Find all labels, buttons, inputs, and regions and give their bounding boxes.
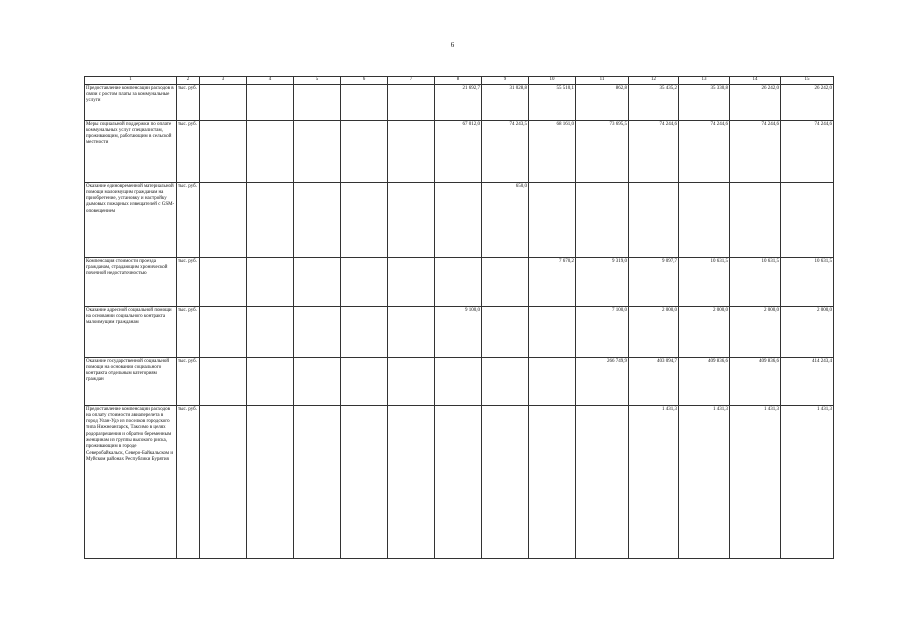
row-unit: тыс. руб.	[177, 258, 200, 307]
header-cell: 10	[529, 77, 576, 85]
value-cell: 2 000,0	[679, 307, 730, 358]
value-cell: 73 695,5	[576, 121, 629, 183]
row-unit: тыс. руб.	[177, 406, 200, 559]
value-cell	[247, 85, 294, 121]
header-cell: 15	[781, 77, 834, 85]
value-cell	[435, 258, 482, 307]
value-cell: 10 631,5	[679, 258, 730, 307]
value-cell	[482, 258, 529, 307]
value-cell: 67 012,0	[435, 121, 482, 183]
value-cell: 409 836,6	[730, 358, 781, 406]
value-cell	[388, 121, 435, 183]
value-cell	[200, 307, 247, 358]
value-cell	[388, 183, 435, 258]
value-cell	[529, 183, 576, 258]
row-name: Компенсация стоимости проезда гражданам, страдающим хронической почечной недостаточностью	[85, 258, 177, 307]
value-cell	[294, 121, 341, 183]
row-name: Меры социальной поддержки по оплате коммунальных услуг специалистам, проживающим, работающим в сельской местности	[85, 121, 177, 183]
value-cell	[576, 183, 629, 258]
value-cell	[435, 406, 482, 559]
value-cell: 9 319,0	[576, 258, 629, 307]
row-name: Оказание адресной социальной помощи на основании социального контракта малоимущим гражданам	[85, 307, 177, 358]
value-cell: 26 242,0	[730, 85, 781, 121]
header-cell: 8	[435, 77, 482, 85]
value-cell	[435, 183, 482, 258]
header-row	[85, 77, 834, 85]
value-cell	[341, 121, 388, 183]
value-cell	[247, 121, 294, 183]
value-cell	[388, 85, 435, 121]
value-cell: 21 692,7	[435, 85, 482, 121]
value-cell	[200, 358, 247, 406]
value-cell: 10 631,5	[781, 258, 834, 307]
value-cell: 35 330,8	[679, 85, 730, 121]
value-cell	[529, 358, 576, 406]
value-cell	[435, 358, 482, 406]
value-cell	[294, 258, 341, 307]
value-cell	[679, 183, 730, 258]
value-cell	[247, 406, 294, 559]
value-cell	[247, 183, 294, 258]
value-cell	[341, 406, 388, 559]
value-cell: 26 242,0	[781, 85, 834, 121]
value-cell: 74 244,6	[781, 121, 834, 183]
header-cell: 3	[200, 77, 247, 85]
row-name: Оказание государственной социальной помощи на основании социального контракта отдельным категориям граждан	[85, 358, 177, 406]
value-cell: 7 670,2	[529, 258, 576, 307]
value-cell	[294, 85, 341, 121]
value-cell	[388, 258, 435, 307]
value-cell: 68 161,0	[529, 121, 576, 183]
table-body	[85, 77, 834, 559]
value-cell	[294, 358, 341, 406]
value-cell	[341, 183, 388, 258]
value-cell	[529, 307, 576, 358]
header-cell: 14	[730, 77, 781, 85]
value-cell	[294, 406, 341, 559]
row-unit: тыс. руб.	[177, 183, 200, 258]
value-cell	[200, 258, 247, 307]
row-unit: тыс. руб.	[177, 307, 200, 358]
value-cell: 2 000,0	[730, 307, 781, 358]
value-cell	[200, 85, 247, 121]
header-cell: 1	[85, 77, 177, 85]
value-cell	[388, 307, 435, 358]
value-cell: 414 243,4	[781, 358, 834, 406]
row-name: Предоставление компенсации расходов на оплату стоимости авиаперелета в город Улан-Удэ из поселков городского типа Нижнеангарск, Таксимо в целях родоразрешения и обратно беременным женщинам из группы высокого риска, проживающим в городе Северобайкальск, Северо-Байкальском и Муйском районах Республики Бурятия	[85, 406, 177, 559]
value-cell: 9 100,0	[435, 307, 482, 358]
value-cell	[247, 307, 294, 358]
value-cell	[388, 406, 435, 559]
row-unit: тыс. руб.	[177, 121, 200, 183]
value-cell: 2 000,0	[781, 307, 834, 358]
header-cell: 13	[679, 77, 730, 85]
value-cell	[781, 183, 834, 258]
value-cell	[482, 307, 529, 358]
table-row	[85, 258, 834, 307]
value-cell: 74 244,6	[730, 121, 781, 183]
value-cell	[200, 406, 247, 559]
header-cell: 6	[341, 77, 388, 85]
value-cell	[294, 183, 341, 258]
table-row	[85, 358, 834, 406]
value-cell	[730, 183, 781, 258]
header-cell: 2	[177, 77, 200, 85]
value-cell: 403 094,7	[629, 358, 679, 406]
row-unit: тыс. руб.	[177, 85, 200, 121]
page-number: 6	[450, 41, 455, 49]
table-row	[85, 307, 834, 358]
value-cell: 74 244,6	[629, 121, 679, 183]
value-cell	[629, 183, 679, 258]
row-unit: тыс. руб.	[177, 358, 200, 406]
header-cell: 5	[294, 77, 341, 85]
value-cell	[341, 358, 388, 406]
value-cell	[341, 258, 388, 307]
value-cell	[388, 358, 435, 406]
value-cell: 31 028,8	[482, 85, 529, 121]
value-cell	[482, 358, 529, 406]
value-cell: 1 431,3	[781, 406, 834, 559]
value-cell: 2 000,0	[629, 307, 679, 358]
header-cell: 7	[388, 77, 435, 85]
value-cell	[247, 258, 294, 307]
value-cell: 55 510,1	[529, 85, 576, 121]
header-cell: 4	[247, 77, 294, 85]
value-cell	[294, 307, 341, 358]
value-cell: 74 243,5	[482, 121, 529, 183]
header-cell: 9	[482, 77, 529, 85]
table-row	[85, 183, 834, 258]
row-name: Оказание единовременной материальной помощи малоимущим гражданам на приобретение, установку и настройку дымовых пожарных извещателей с GSM-оповещением	[85, 183, 177, 258]
value-cell: 35 435,2	[629, 85, 679, 121]
value-cell: 650,0	[482, 183, 529, 258]
table-row	[85, 85, 834, 121]
value-cell	[576, 406, 629, 559]
value-cell: 1 431,3	[730, 406, 781, 559]
value-cell	[529, 406, 576, 559]
table-row	[85, 121, 834, 183]
value-cell	[482, 406, 529, 559]
value-cell: 1 431,3	[629, 406, 679, 559]
header-cell: 12	[629, 77, 679, 85]
table-row	[85, 406, 834, 559]
value-cell: 9 097,7	[629, 258, 679, 307]
value-cell: 10 631,5	[730, 258, 781, 307]
budget-table	[84, 76, 834, 559]
value-cell	[247, 358, 294, 406]
value-cell: 74 244,6	[679, 121, 730, 183]
value-cell	[341, 307, 388, 358]
value-cell	[200, 121, 247, 183]
value-cell: 7 100,0	[576, 307, 629, 358]
value-cell: 409 836,6	[679, 358, 730, 406]
value-cell	[341, 85, 388, 121]
row-name: Предоставление компенсации расходов в связи с ростом платы за коммунальные услуги	[85, 85, 177, 121]
value-cell: 266 749,9	[576, 358, 629, 406]
header-cell: 11	[576, 77, 629, 85]
value-cell: 1 431,3	[679, 406, 730, 559]
value-cell: 862,8	[576, 85, 629, 121]
value-cell	[200, 183, 247, 258]
